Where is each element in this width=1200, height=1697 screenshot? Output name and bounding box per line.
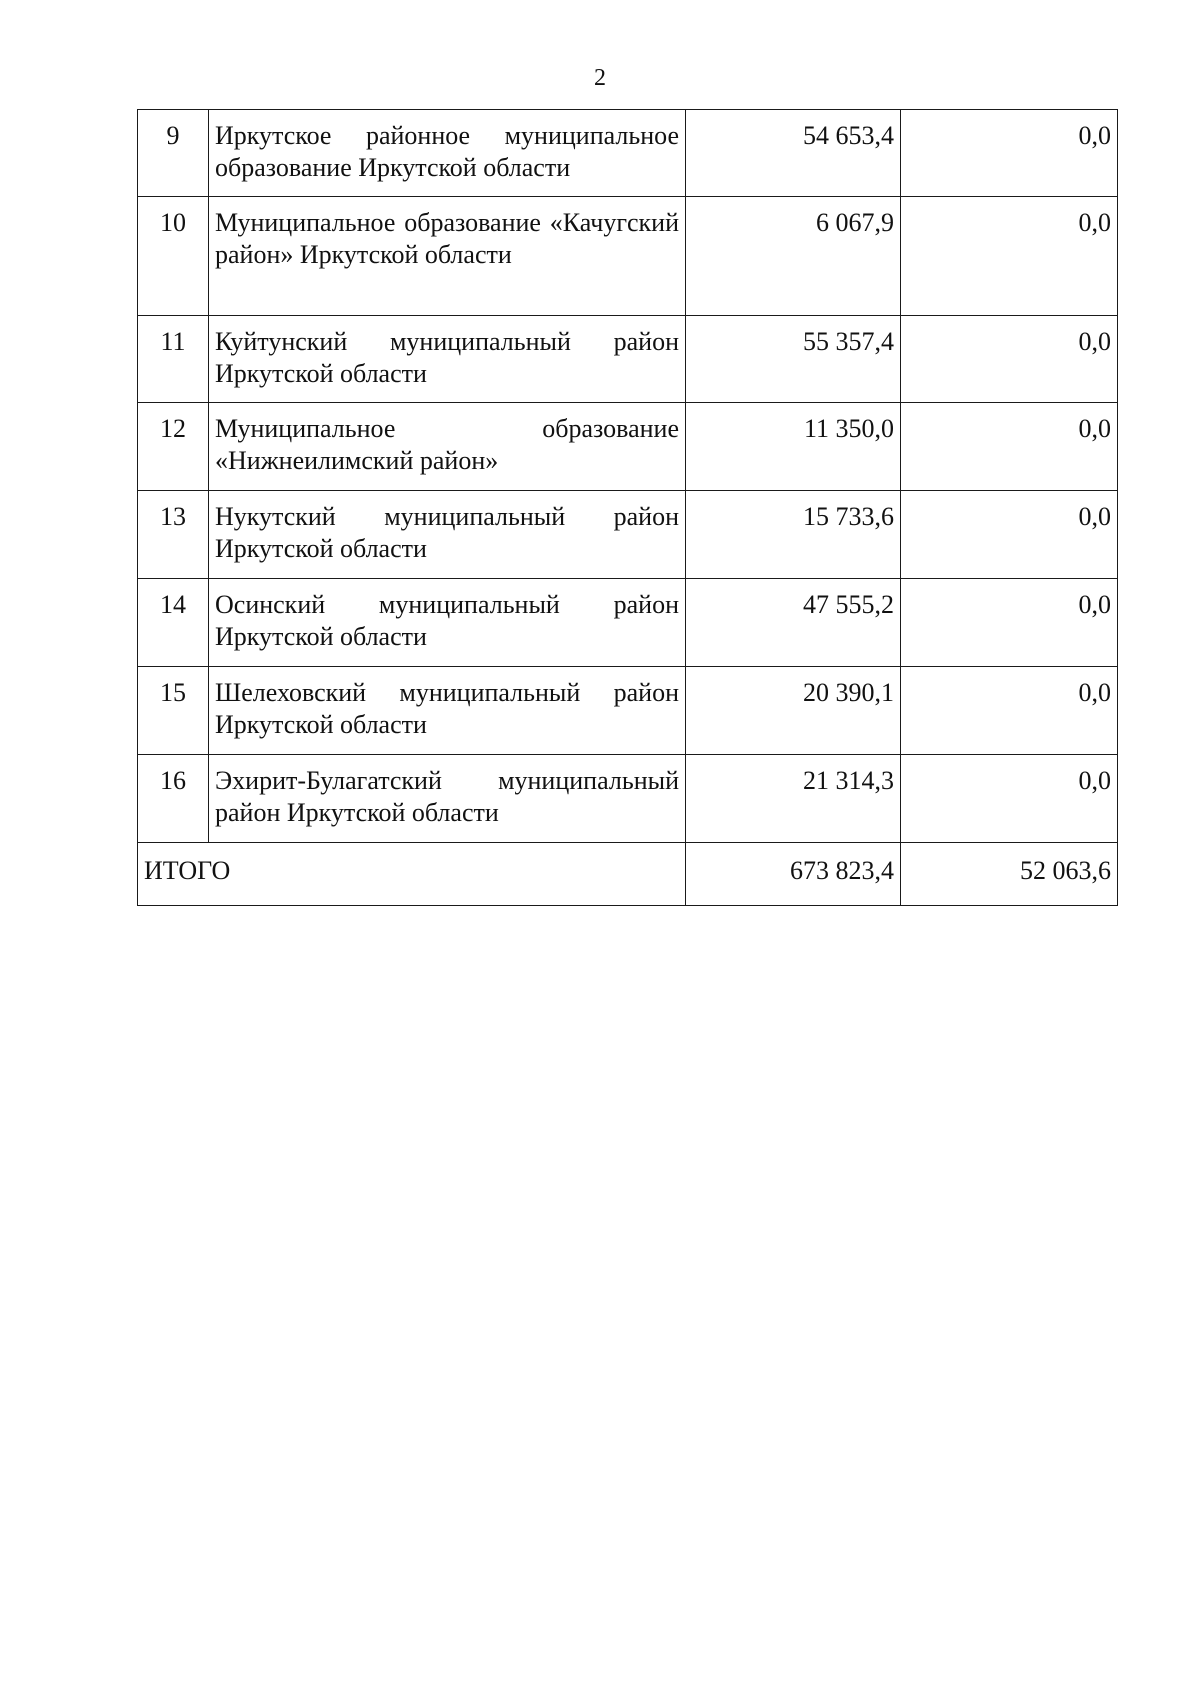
municipality-name: Муниципальное образование «Нижнеилимский район» [209,403,686,491]
amount-value: 47 555,2 [686,579,901,667]
row-number: 15 [138,667,209,755]
total-second-amount-value: 52 063,6 [901,843,1118,906]
row-number: 9 [138,110,209,197]
page-number: 2 [594,65,606,91]
second-amount-value: 0,0 [901,197,1118,316]
amount-value: 6 067,9 [686,197,901,316]
row-number: 13 [138,491,209,579]
table-row [138,110,1118,197]
table-row [138,667,1118,755]
amount-value: 11 350,0 [686,403,901,491]
table-row [138,755,1118,843]
table-row [138,197,1118,316]
municipality-name: Муниципальное образование «Качугский район» Иркутской области [209,197,686,316]
table-row [138,579,1118,667]
second-amount-value: 0,0 [901,110,1118,197]
total-label: ИТОГО [138,843,686,906]
second-amount-value: 0,0 [901,579,1118,667]
row-number: 14 [138,579,209,667]
row-number: 11 [138,316,209,403]
total-amount-value: 673 823,4 [686,843,901,906]
municipality-name: Шелеховский муниципальный район Иркутской области [209,667,686,755]
second-amount-value: 0,0 [901,491,1118,579]
municipality-name: Эхирит-Булагатский муниципальный район Иркутской области [209,755,686,843]
row-number: 10 [138,197,209,316]
second-amount-value: 0,0 [901,667,1118,755]
municipality-name: Осинский муниципальный район Иркутской области [209,579,686,667]
second-amount-value: 0,0 [901,755,1118,843]
table-row [138,316,1118,403]
allocation-table [137,109,1118,906]
table-row [138,403,1118,491]
municipality-name: Нукутский муниципальный район Иркутской области [209,491,686,579]
amount-value: 54 653,4 [686,110,901,197]
second-amount-value: 0,0 [901,403,1118,491]
row-number: 12 [138,403,209,491]
municipality-name: Куйтунский муниципальный район Иркутской области [209,316,686,403]
amount-value: 15 733,6 [686,491,901,579]
amount-value: 55 357,4 [686,316,901,403]
second-amount-value: 0,0 [901,316,1118,403]
table-row [138,491,1118,579]
row-number: 16 [138,755,209,843]
total-row [138,843,1118,906]
amount-value: 21 314,3 [686,755,901,843]
municipality-name: Иркутское районное муниципальное образование Иркутской области [209,110,686,197]
amount-value: 20 390,1 [686,667,901,755]
